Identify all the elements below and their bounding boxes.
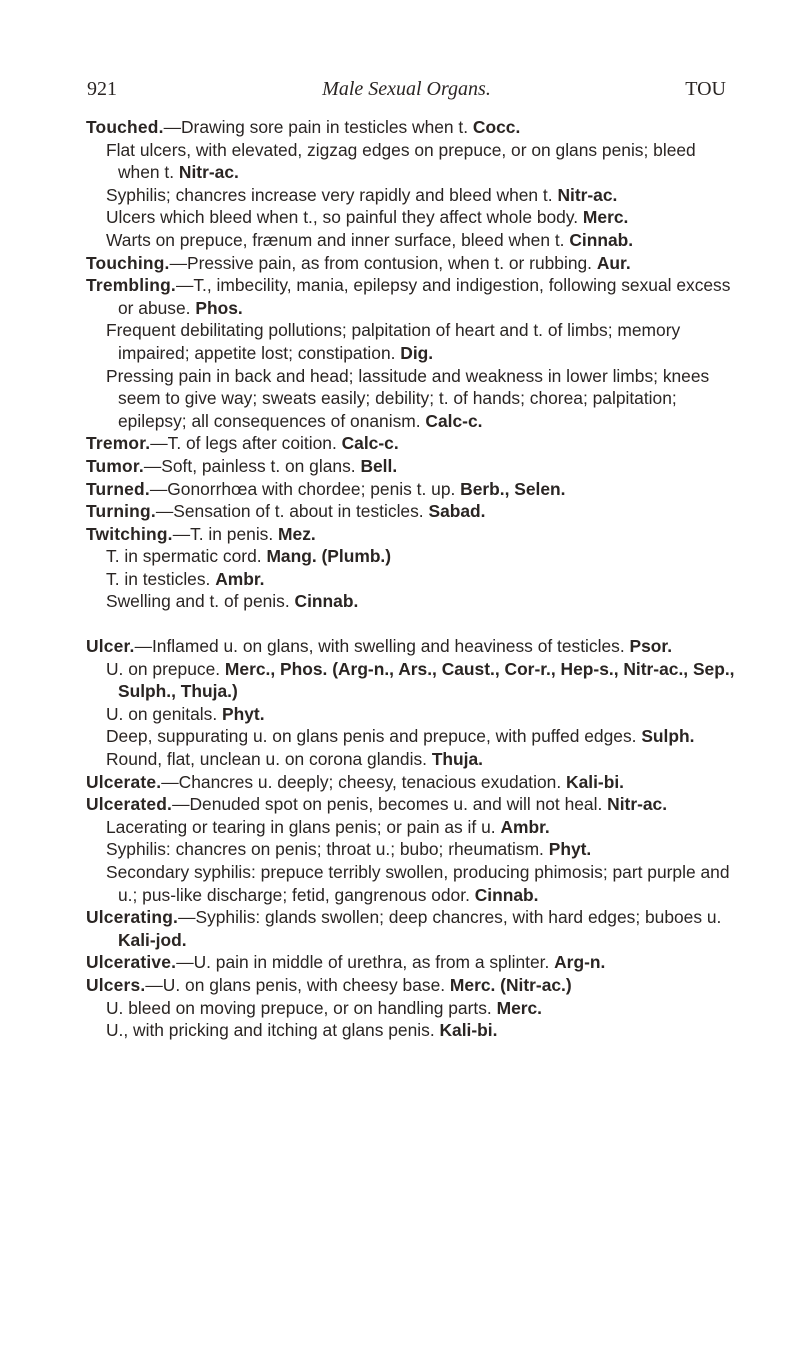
symptom-text: T. in spermatic cord. — [106, 546, 267, 567]
remedy-list: Kali-bi. — [566, 771, 624, 792]
sub-entry — [86, 206, 736, 229]
symptom-text: —Inflamed u. on glans, with swelling and heaviness of testicles. — [134, 636, 630, 657]
rubric-keyword: Ulcerate. — [86, 771, 162, 792]
rubric-keyword: Ulcers. — [86, 974, 146, 995]
rubric-entry — [86, 793, 736, 816]
symptom-text: Syphilis; chancres increase very rapidly and bleed when t. — [106, 184, 558, 205]
remedy-list: Mang. (Plumb.) — [266, 546, 392, 567]
rubric-entry — [86, 478, 736, 501]
rubric-keyword: Touching. — [86, 252, 170, 273]
symptom-text: —U. pain in middle of urethra, as from a splinter. — [176, 952, 555, 973]
rubric-keyword: Turning. — [86, 501, 156, 522]
sub-entry — [86, 997, 736, 1020]
sub-entry — [86, 748, 736, 771]
sub-entry — [86, 703, 736, 726]
symptom-text: U. bleed on moving prepuce, or on handling parts. — [106, 997, 497, 1018]
symptom-text: —T. in penis. — [172, 523, 279, 544]
rubric-keyword: Tumor. — [86, 455, 144, 476]
symptom-text: —Syphilis: glands swollen; deep chancres, with hard edges; buboes u. — [178, 907, 722, 928]
symptom-text: Pressing pain in back and head; lassitude and weakness in lower limbs; knees seem to give way; sweats easily; debility; t. of hands; chorea; palpitation; epilepsy; all consequences of onanism. — [106, 365, 710, 431]
rubric-keyword: Ulcer. — [86, 636, 135, 657]
symptom-text: Frequent debilitating pollutions; palpitation of heart and t. of limbs; memory impaired; appetite lost; constipation. — [106, 320, 681, 363]
remedy-list: Nitr-ac. — [557, 184, 618, 205]
remedy-list: Calc-c. — [341, 433, 399, 454]
symptom-text: U., with pricking and itching at glans penis. — [106, 1020, 440, 1041]
symptom-text: —T., imbecility, mania, epilepsy and indigestion, following sexual excess or abuse. — [118, 275, 731, 318]
rubric-keyword: Turned. — [86, 478, 150, 499]
symptom-text: —Soft, painless t. on glans. — [143, 455, 361, 476]
remedy-list: Arg-n. — [554, 952, 606, 973]
symptom-text: —Chancres u. deeply; cheesy, tenacious exudation. — [161, 771, 567, 792]
symptom-text: —Drawing sore pain in testicles when t. — [163, 117, 473, 137]
sub-entry — [86, 184, 736, 207]
remedy-list: Nitr-ac. — [178, 162, 239, 183]
remedy-list: Phyt. — [222, 703, 265, 724]
rubric-entry — [86, 500, 736, 523]
rubric-entry — [86, 274, 736, 319]
rubric-entry — [86, 974, 736, 997]
remedy-list: Dig. — [400, 342, 434, 363]
remedy-list: Cinnab. — [569, 229, 634, 250]
sub-entry — [86, 1019, 736, 1042]
sub-entry — [86, 838, 736, 861]
symptom-text: Deep, suppurating u. on glans penis and prepuce, with puffed edges. — [106, 726, 642, 747]
symptom-text: Secondary syphilis: prepuce terribly swollen, producing phimosis; part purple and u.; pus-like discharge; fetid, gangrenous odor. — [106, 862, 730, 905]
sub-entry — [86, 365, 736, 433]
rubric-keyword: Touched. — [86, 117, 164, 137]
symptom-text: —Pressive pain, as from contusion, when t. or rubbing. — [169, 252, 597, 273]
section-label: TOU — [685, 78, 726, 100]
remedy-list: Bell. — [360, 455, 398, 476]
rubric-entry — [86, 951, 736, 974]
remedy-list: Phyt. — [548, 839, 592, 860]
remedy-list: Berb., Selen. — [460, 478, 566, 499]
page-number: 921 — [87, 78, 117, 100]
remedy-list: Ambr. — [500, 816, 550, 837]
page-title: Male Sexual Organs. — [322, 78, 491, 100]
symptom-text: Ulcers which bleed when t., so painful they affect whole body. — [106, 207, 583, 228]
rubric-keyword: Twitching. — [86, 523, 173, 544]
sub-entry — [86, 816, 736, 839]
sub-entry — [86, 319, 736, 364]
rubric-entry — [86, 523, 736, 546]
remedy-list: Kali-bi. — [439, 1020, 498, 1041]
repertory-entries — [86, 116, 736, 1042]
remedy-list: Thuja. — [431, 749, 484, 770]
symptom-text: —U. on glans penis, with cheesy base. — [145, 974, 450, 995]
sub-entry — [86, 568, 736, 591]
remedy-list: Calc-c. — [425, 410, 483, 431]
rubric-entry — [86, 635, 736, 658]
section-spacer — [86, 613, 736, 635]
rubric-keyword: Ulcerative. — [86, 952, 177, 973]
symptom-text: Lacerating or tearing in glans penis; or pain as if u. — [106, 816, 501, 837]
remedy-list: Merc., Phos. (Arg-n., Ars., Caust., Cor-r., Hep-s., Nitr-ac., Sep., Sulph., Thuja.) — [118, 658, 735, 702]
symptom-text: U. on genitals. — [106, 703, 223, 724]
sub-entry — [86, 725, 736, 748]
symptom-text: —Gonorrhœa with chordee; penis t. up. — [149, 478, 461, 499]
symptom-text: Warts on prepuce, frænum and inner surface, bleed when t. — [106, 229, 570, 250]
sub-entry — [86, 658, 736, 703]
remedy-list: Cocc. — [472, 117, 521, 137]
sub-entry — [86, 139, 736, 184]
symptom-text: —Denuded spot on penis, becomes u. and will not heal. — [172, 794, 608, 815]
rubric-entry — [86, 252, 736, 275]
rubric-entry — [86, 432, 736, 455]
remedy-list: Cinnab. — [294, 591, 359, 612]
symptom-text: Syphilis: chancres on penis; throat u.; bubo; rheumatism. — [106, 839, 549, 860]
remedy-list: Merc. — [582, 207, 629, 228]
sub-entry — [86, 229, 736, 252]
sub-entry — [86, 861, 736, 906]
symptom-text: Swelling and t. of penis. — [106, 591, 295, 612]
symptom-text: T. in testicles. — [106, 568, 216, 589]
remedy-list: Nitr-ac. — [607, 794, 668, 815]
remedy-list: Merc. — [496, 997, 543, 1018]
remedy-list: Psor. — [629, 636, 673, 657]
remedy-list: Ambr. — [215, 568, 265, 589]
remedy-list: Aur. — [596, 252, 631, 273]
sub-entry — [86, 545, 736, 568]
remedy-list: Sabad. — [428, 501, 486, 522]
remedy-list: Mez. — [278, 523, 316, 544]
running-header — [87, 78, 726, 108]
rubric-entry — [86, 455, 736, 478]
symptom-text: Round, flat, unclean u. on corona glandis. — [106, 749, 432, 770]
symptom-text: —T. of legs after coition. — [150, 433, 342, 454]
rubric-keyword: Ulcerating. — [86, 907, 179, 928]
rubric-entry — [86, 906, 736, 951]
rubric-keyword: Trembling. — [86, 275, 176, 296]
sub-entry — [86, 590, 736, 613]
remedy-list: Kali-jod. — [118, 929, 187, 950]
rubric-entry — [86, 116, 736, 139]
rubric-keyword: Tremor. — [86, 433, 151, 454]
remedy-list: Phos. — [195, 297, 243, 318]
rubric-keyword: Ulcerated. — [86, 794, 173, 815]
remedy-list: Sulph. — [641, 726, 695, 747]
symptom-text: —Sensation of t. about in testicles. — [155, 501, 429, 522]
symptom-text: U. on prepuce. — [106, 658, 225, 679]
remedy-list: Cinnab. — [474, 884, 539, 905]
remedy-list: Merc. (Nitr-ac.) — [449, 974, 572, 995]
symptom-text: Flat ulcers, with elevated, zigzag edges on prepuce, or on glans penis; bleed when t. — [106, 139, 696, 183]
rubric-entry — [86, 771, 736, 794]
